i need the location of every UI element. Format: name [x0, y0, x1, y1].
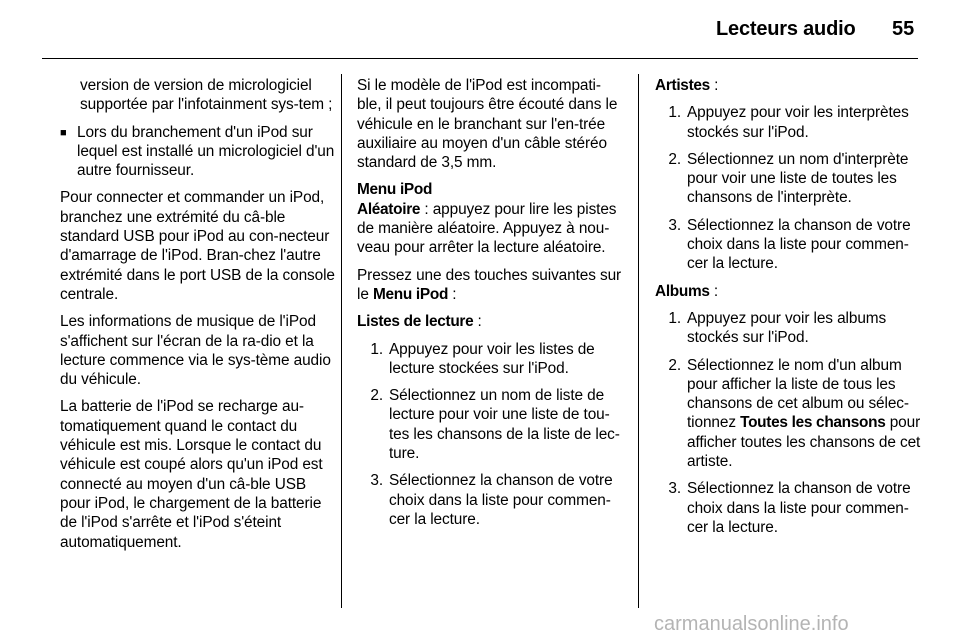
- list-item: [357, 386, 625, 463]
- press-text: Pressez une des touches suivantes sur le: [357, 266, 622, 303]
- footer-watermark: carmanualsonline.info: [654, 613, 849, 635]
- column-2: [357, 76, 625, 537]
- albums-label: [655, 282, 921, 301]
- step-number: 3.: [370, 472, 383, 490]
- menu-ipod-term: Menu iPod: [372, 285, 449, 303]
- listes-term: Listes de lecture: [357, 313, 474, 331]
- step-number: 1.: [370, 340, 383, 358]
- albums-steps: [655, 309, 921, 537]
- step-number: 2.: [370, 387, 383, 405]
- artistes-label: [655, 76, 921, 95]
- albums-term: Albums: [655, 282, 710, 300]
- column-3: [655, 76, 921, 545]
- paragraph-press: [357, 266, 625, 305]
- albums-end: :: [709, 282, 718, 300]
- step-text: Sélectionnez un nom de liste de lecture pour voir une liste de tou-tes les chansons de la liste de lec-ture.: [389, 387, 620, 463]
- header-rule: [42, 58, 918, 59]
- listes-end: :: [473, 313, 482, 331]
- press-end: :: [448, 285, 457, 303]
- step-number: 3.: [668, 216, 681, 234]
- square-bullet-icon: ■: [60, 126, 67, 139]
- paragraph-incompatible: Si le modèle de l'iPod est incompati-ble, il peut toujours être écouté dans le véhicule en le branchant sur l'en-trée auxiliaire au moyen d'un câble stéréo standard de 3,5 mm.: [357, 77, 618, 172]
- artistes-steps: [655, 103, 921, 273]
- list-item: [655, 103, 921, 142]
- column-divider-right: [638, 74, 639, 608]
- paragraph-aleatoire: [357, 200, 625, 258]
- artistes-end: :: [709, 77, 719, 94]
- step-text: Sélectionnez la chanson de votre choix dans la liste pour commen-cer la lecture.: [389, 472, 613, 528]
- step-text-a: Sélectionnez le nom d'un album pour afficher la liste de tous les chansons de cet album ou sélec-tionnez: [687, 356, 909, 432]
- paragraph-info: Les informations de musique de l'iPod s'affichent sur l'écran de la ra-dio et la lecture commence via le sys-tème audio du véhicule.: [60, 313, 331, 389]
- step-text: Sélectionnez la chanson de votre choix dans la liste pour commen-cer la lecture.: [687, 480, 911, 536]
- list-item: [655, 356, 921, 472]
- step-number: 2.: [668, 356, 681, 374]
- aleatoire-text: : appuyez pour lire les pistes de manière aléatoire. Appuyez à nou-veau pour arrêter la lecture aléatoire.: [357, 200, 617, 257]
- step-number: 1.: [668, 104, 681, 122]
- menu-ipod-heading: Menu iPod: [357, 181, 433, 199]
- list-item: [357, 340, 625, 379]
- step-number: 2.: [668, 150, 681, 168]
- step-text: Appuyez pour voir les albums stockés sur l'iPod.: [687, 309, 887, 347]
- list-item: [655, 479, 921, 537]
- listes-label: [357, 312, 625, 331]
- step-text: [687, 356, 921, 472]
- step-number: 3.: [668, 480, 681, 498]
- list-item: [655, 309, 921, 348]
- section-heading: [357, 180, 625, 199]
- page-number: 55: [892, 18, 915, 40]
- paragraph-battery: La batterie de l'iPod se recharge au-tomatiquement quand le contact du véhicule est mis. Lorsque le contact du véhicule est coupé alors qu'un iPod est connecté au moyen d'un câ-ble USB pour iPod, le chargement de la batterie de l'iPod s'arrête et l'iPod s'éteint automatiquement.: [60, 398, 323, 551]
- step-text: Appuyez pour voir les interprètes stockés sur l'iPod.: [687, 104, 909, 141]
- continued-bullet-text: version de version de micrologiciel supportée par l'infotainment sys-tem ;: [80, 77, 333, 114]
- step-text: Sélectionnez un nom d'interprète pour voir une liste de toutes les chansons de l'interprète.: [687, 150, 909, 207]
- toutes-les-chansons-term: Toutes les chansons: [740, 414, 886, 432]
- artistes-term: Artistes: [655, 77, 710, 94]
- list-item: [357, 471, 625, 529]
- listes-steps: [357, 340, 625, 530]
- bullet-item: [60, 123, 336, 181]
- column-divider-left: [341, 74, 342, 608]
- step-text: Appuyez pour voir les listes de lecture stockées sur l'iPod.: [389, 340, 595, 377]
- header-title: Lecteurs audio: [716, 18, 856, 40]
- aleatoire-term: Aléatoire: [357, 200, 421, 218]
- step-text: Sélectionnez la chanson de votre choix dans la liste pour commen-cer la lecture.: [687, 216, 911, 273]
- list-item: [655, 216, 921, 274]
- paragraph-connect: Pour connecter et commander un iPod, branchez une extrémité du câ-ble standard USB pour iPod au con-necteur d'amarrage de l'iPod. Bran-chez l'autre extrémité dans le port USB de la console centrale.: [60, 189, 335, 303]
- bullet-text: Lors du branchement d'un iPod sur lequel est installé un micrologiciel d'un autre fournisseur.: [77, 123, 335, 180]
- column-1: [60, 76, 336, 560]
- list-item: [655, 150, 921, 208]
- step-number: 1.: [668, 309, 681, 327]
- step-text-b: pour afficher toutes les chansons de cet artiste.: [687, 414, 921, 471]
